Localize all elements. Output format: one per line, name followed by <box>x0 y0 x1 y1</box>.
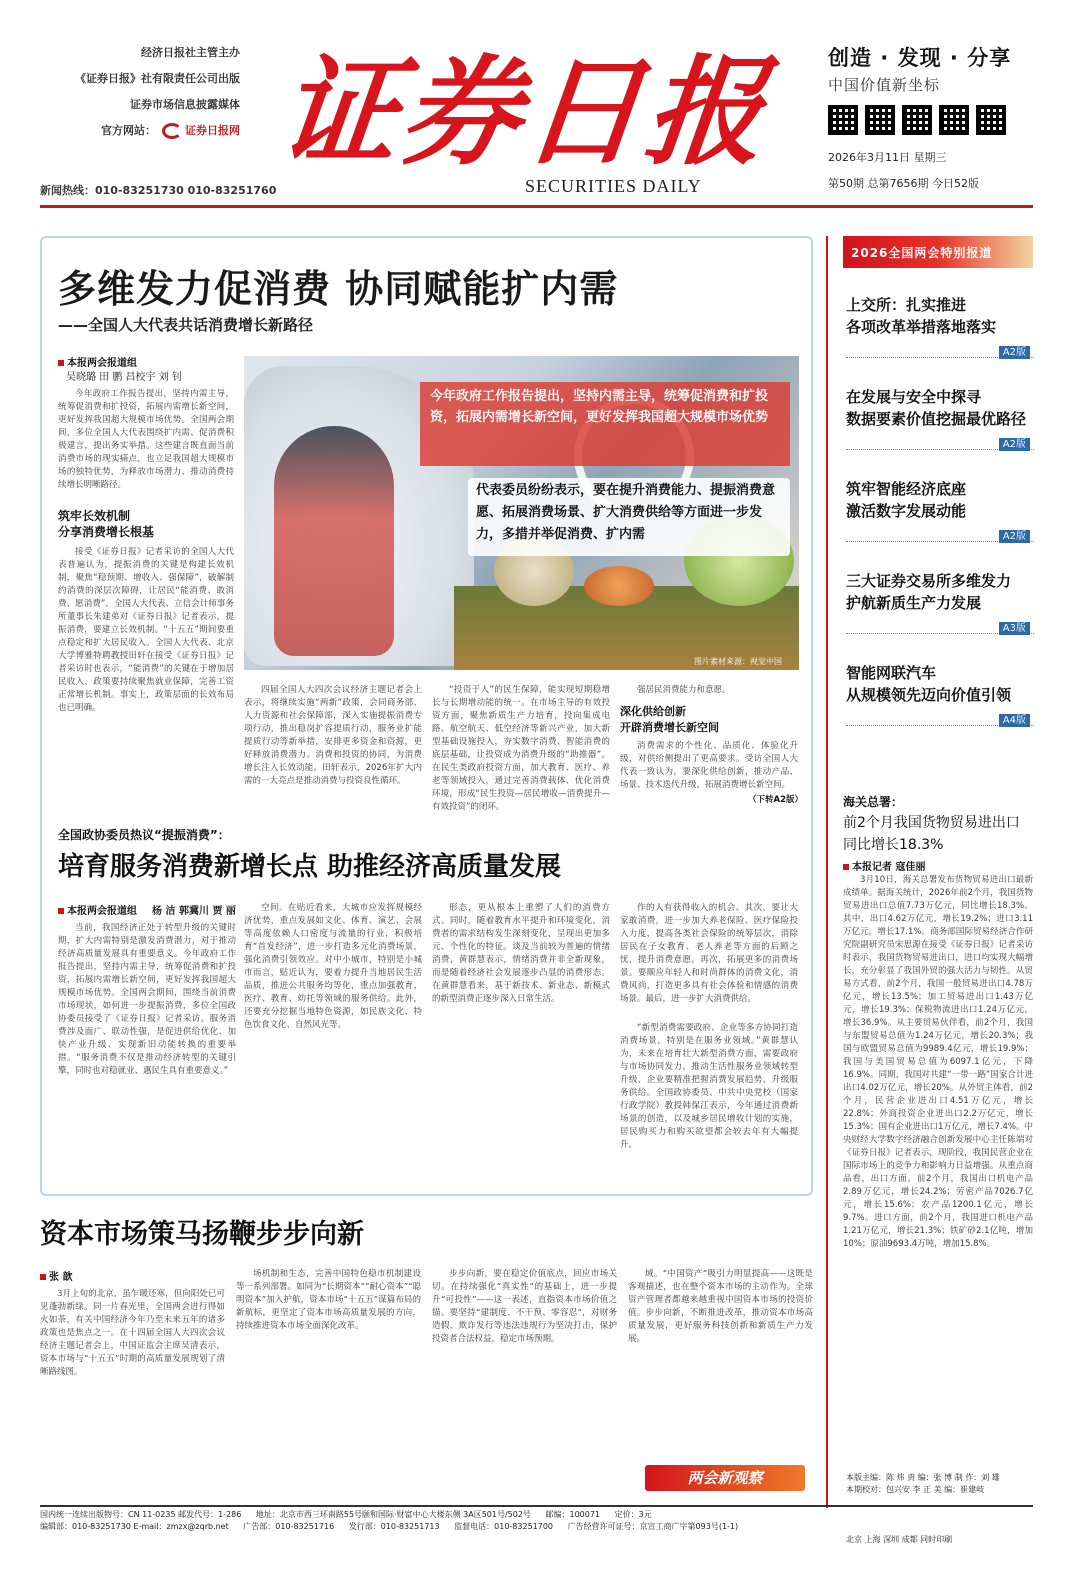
photo-caption-red: 今年政府工作报告提出，坚持内需主导，统筹促消费和扩投资，拓展内需增长新空间，更好发挥我国超大规模市场优势 <box>420 382 790 466</box>
lianghui-observation-banner: 两会新观察 <box>645 1465 805 1491</box>
customs-byline: 本报记者 寇佳丽 <box>843 858 925 873</box>
qr-code-icon[interactable] <box>976 105 1006 135</box>
third-column-1: 3月上旬的北京，虽乍暖还寒，但向阳处已可见蓬勃新绿。同一片春光里，全国两会进行得如火如荼，有关中国经济今年乃至未来五年的诸多政策也是焦点之一。在十四届全国人大四次会议经济主题记者会上，中国证监会主席吴清表示，资本市场与“十五五”时期的高质量发展规划了清晰路线图。 <box>40 1289 225 1377</box>
index-item-rule <box>846 528 1034 542</box>
page-tag[interactable]: A4版 <box>999 714 1030 727</box>
qr-code-icon[interactable] <box>939 105 969 135</box>
issue-date: 2026年3月11日 星期三 <box>828 151 947 164</box>
photo-person-vr <box>274 426 394 656</box>
index-item[interactable] <box>846 570 1034 634</box>
lead-subheading-2: 深化供给创新 开辟消费增长新空间 <box>620 705 719 734</box>
official-site <box>40 118 240 144</box>
masthead-divider <box>40 205 1033 208</box>
third-column-3: 步步向新，要在稳定价值底点，回应市场关切。在持续强化“真实性”的基础上，进一步提升“可投性”——这一表述，直指资本市场价值之锚。要坚持“建制度、不干预、零容忍”，对财务造假、欺诈发行等违法违规行为坚决打击，保护投资者合法权益，稳定市场预期。 <box>432 1269 617 1344</box>
footer-item: 地址：北京市西三环南路55号颐和国际·财富中心大楼东侧 3A区501号/502号 <box>255 1510 531 1519</box>
qr-code-row <box>828 105 1048 135</box>
second-column-4: 作的人有获得收入的机会。其次，要让大家敢消费，进一步加大养老保险、医疗保险投入力度，提高各类社会保险的统筹层次，消除居民在子女教育、老人养老等方面的后顾之忧，提升消费意愿。再次，拓展更多的消费场景。要顺应年轻人和时尚群体的消费文化，消费风尚，打造更多具有社会体验和情感的消费场景。最后，进一步扩大消费供给。 <box>620 903 798 1004</box>
site-logo-icon <box>162 123 182 139</box>
lead-subheading-1: 筑牢长效机制 分享消费增长根基 <box>58 509 155 539</box>
print-cities: 北京 上海 深圳 成都 同时印刷 <box>846 1535 953 1544</box>
lead-column-2: 四届全国人大四次会议经济主题记者会上表示，将继续实施“两新”政策，会同商务部、人力资源和社会保障部，深入实施提振消费专项行动，推出稳岗扩容提质行动，服务业扩能提质行动等新举措，安排更多资金和资源，更好释放消费潜力。消费和投资的协同，为消费增长注入长效动能。田轩表示，2026年扩大内需的一大亮点是推动消费与投资良性循环。 <box>244 685 422 786</box>
lead-headline[interactable]: 多维发力促消费 协同赋能扩内需 <box>58 267 619 311</box>
site-logo[interactable]: 证券日报网 <box>162 118 240 144</box>
photo-credit: 图片素材来源：视觉中国 <box>694 657 782 666</box>
lead-column-4-pre: 强居民消费能力和意愿。 <box>637 685 731 695</box>
lead-column-1: 今年政府工作报告提出，坚持内需主导，统筹促消费和扩投资，拓展内需增长新空间，更好发挥我国超大规模市场优势。全国两会期间，多位全国人大代表围绕扩内需、促消费积极建言，提出务实举措。这些建言既直面当前消费市场的现实痛点，也立足我国超大规模市场的独特优势，为释放市场潜力、推动消费持续增长明晰路径。 <box>58 389 234 490</box>
index-item-rule <box>846 436 1034 450</box>
footer-item: 广告经营许可证号：京宣工商广字第093号(1-1) <box>567 1522 739 1531</box>
qr-code-icon[interactable] <box>828 105 858 135</box>
index-item-title[interactable]: 在发展与安全中探寻 数据要素价值挖掘最优路径 <box>846 388 1027 428</box>
footer-item: 监督电话：010-83251700 <box>454 1522 554 1531</box>
index-item-title[interactable]: 三大证券交易所多维发力 护航新质生产力发展 <box>846 572 1012 612</box>
newspaper-logo-english: SECURITIES DAILY <box>525 176 702 196</box>
second-reporters: 杨 洁 郭冀川 贾 丽 <box>152 906 236 917</box>
second-column-1: 当前，我国经济正处于转型升级的关键时期，扩大内需特别是激发消费潜力，对于推动经济高质量发展具有重要意义。今年政府工作报告提出，坚持内需主导，统筹促消费和扩投资，拓展内需增长新空间，更好发挥我国超大规模市场优势。全国两会期间，围绕当前消费市场现状，如何进一步提振消费，多位全国政协委员接受了《证券日报》记者采访。服务消费涉及面广、联动性强，是促进供给优化、加快产业升级、实现新旧动能转换的重要举措。“服务消费不仅是推动经济转型的关键引擎，同时也对稳就业、惠民生具有重要意义。” <box>58 923 236 1076</box>
second-column-5: “新型消费需要政府、企业等多方协同打造消费场景，特别是在服务业领域。”黄群慧认为，未来在培育壮大新型消费方面，需要政府与市场协同发力，推动生活性服务业领域转型升级，企业要精准把握消费发展趋势，升级服务供给。全国政协委员、中共中央党校（国家行政学院）教授韩保江表示，今年通过消费新场景的创造，以及城乡居民增收计划的实施，居民购买力和购买欲望都会较去年有大幅提升。 <box>620 1023 798 1150</box>
customs-article: 3月10日，海关总署发布货物贸易进出口最新成绩单。据海关统计，2026年前2个月，我国货物贸易进出口总值7.73万亿元，同比增长18.3%。其中，出口4.62万亿元，增长19.2%；进口3.11万亿元，增长17.1%。商务部国际贸易经济合作研究院副研究员宋思源在接受《证券日报》记者采访时表示，我国货物贸易进出口，进口均实现大幅增长，充分彰显了我国外贸的强大活力与韧性。从贸易方式看，前2个月，我国一般贸易进出口4.78万亿元，增长13.5%；加工贸易进出口1.43万亿元，增长19.3%；保税物流进出口1.24万亿元，增长36.9%。从主要贸易伙伴看，前2个月，我国与东盟贸易总值为1.24万亿元，增长20.3%；我国与欧盟贸易总值为9989.4亿元，增长19.9%；我国与美国贸易总值为6097.1亿元，下降16.9%。同期，我国对共建“一带一路”国家合计进出口4.02万亿元，增长20%。从外贸主体看，前2个月，民营企业进出口4.51万亿元，增长22.8%；外商投资企业进出口2.2万亿元，增长15.3%；国有企业进出口1万亿元，增长7.4%。中央财经大学数字经济融合创新发展中心主任陈端对《证券日报》记者表示，现阶段，我国民营企业在国际市场上的竞争力和影响力日益增强。从重点商品看，出口方面，前2个月，我国出口机电产品2.89万亿元，增长24.2%；劳密产品7026.7亿元，增长15.6%；农产品1200.1亿元，增长9.7%。进口方面，前2个月，我国进口机电产品1.21万亿元，增长21.3%；铁矿砂2.1亿吨，增加10%；原油9693.4万吨，增加15.8%。 <box>843 875 1033 1249</box>
third-column-4: 域。“中国资产”吸引力明显提高——这既是客观描述，也在整个资本市场的主动作为。全球资产管理者都越来越重视中国资本市场的投资价值。步步向新，不断推进改革，推动资本市场高质量发展，更好服务科技创新和新质生产力发展。 <box>628 1269 813 1344</box>
lead-subhead: ——全国人大代表共话消费增长新路径 <box>58 316 314 334</box>
second-headline[interactable]: 培育服务消费新增长点 助推经济高质量发展 <box>58 852 562 882</box>
lead-byline: 本报两会报道组 <box>58 354 137 369</box>
index-item[interactable] <box>846 478 1034 542</box>
site-label: 官方网站： <box>101 124 156 137</box>
index-item[interactable] <box>846 662 1034 726</box>
page-tag[interactable]: A2版 <box>999 346 1030 359</box>
right-column-divider <box>826 236 828 1508</box>
third-column-2: 场机制和生态，完善中国特色稳市机制建设等一系列部署。如同为“长期资本”“耐心资本”“聪明资本”加入护航，资本市场“十五五”谋篇布局的新航标，更坚定了资本市场高质量发展的方向，持续推进资本市场全面深化改革。 <box>236 1269 421 1331</box>
index-item-rule <box>846 344 1034 358</box>
index-item-rule <box>846 620 1034 634</box>
footer-item: 国内统一连续出版物号：CN 11-0235 邮发代号：1-286 <box>40 1510 242 1519</box>
footer-item: 定价：3元 <box>614 1510 652 1519</box>
lead-column-1b: 接受《证券日报》记者采访的全国人大代表普遍认为，提振消费的关键是构建长效机制，聚焦“稳预期、增收入、强保障”，破解制约消费的深层次障碍，让居民“能消费、敢消费、愿消费”。全国人大代表、立信会计师事务所董事长朱建弟对《证券日报》记者表示，提振消费，要建立长效机制。“十五五”期间要重点稳定和扩大居民收入。全国人大代表、北京大学博雅特聘教授田轩在接受《证券日报》记者采访时也表示，“能消费”的关键在于增加居民收入，政策要持续聚焦就业保障，完善工资正常增长机制。事实上，政策层面的长效布局也已明确。 <box>58 547 234 713</box>
publisher-line: 经济日报社主管主办 <box>141 46 240 59</box>
qr-code-icon[interactable] <box>865 105 895 135</box>
special-report-banner: 2026全国两会特别报道 <box>843 236 1033 268</box>
customs-kicker: 海关总署： <box>843 795 904 809</box>
page-tag[interactable]: A2版 <box>999 530 1030 543</box>
publisher-line: 证券市场信息披露媒体 <box>130 98 240 111</box>
masthead-right <box>828 42 1048 191</box>
qr-code-icon[interactable] <box>902 105 932 135</box>
second-byline: 本报两会报道组 <box>58 902 137 917</box>
page-tag[interactable]: A2版 <box>999 438 1030 451</box>
index-item[interactable] <box>846 294 1034 358</box>
footer <box>40 1505 1033 1531</box>
index-item[interactable] <box>846 386 1034 450</box>
index-item-title[interactable]: 筑牢智能经济底座 激活数字发展动能 <box>846 480 967 520</box>
slogan-sub: 中国价值新坐标 <box>828 76 941 94</box>
issue-number: 第50期 总第7656期 今日52版 <box>828 177 979 190</box>
page-tag[interactable]: A3版 <box>999 622 1030 635</box>
continued-marker[interactable]: （下转A2版） <box>748 795 803 805</box>
customs-headline[interactable]: 前2个月我国货物贸易进出口 同比增长18.3% <box>843 815 1020 853</box>
news-hotline: 新闻热线：010-83251730 010-83251760 <box>40 184 277 197</box>
footer-item: 发行部：010-83251713 <box>348 1522 440 1531</box>
second-column-2: 空间。在贴近看来，大城市应发挥规模经济优势，重点发展如文化、体育、演艺、会展等高度依赖人口密度与流量的行业，积极培育“首发经济”，进一步打造多元化消费场景，强化消费引领效应。对中小城市，特别是小城市而言，贴近认为，要着力提升当地居民生活品质，推进公共服务均等化，重点加强教育、医疗、教育、幼托等领域的服务供给。此外，还要充分挖掘当地特色资源，如民族文化、特色饮食文化、自然风光等。 <box>244 903 422 1030</box>
second-kicker: 全国政协委员热议“提振消费”： <box>58 828 230 842</box>
footer-item: 广告部：010-83251716 <box>243 1522 335 1531</box>
second-column-3: 形态，更从根本上重塑了人们的消费方式。同时，随着教育水平提升和环境变化，消费者的需求结构发生深刻变化，呈现出更加多元、个性化的特征。谈及当前较为普遍的情绪消费，黄群慧表示，情绪消费并非全新现象，而是随着经济社会发展逐步凸显的消费形态。在黄群慧看来，基于新技术、新业态、新模式的新型消费正逐步深入日常生活。 <box>432 903 610 1004</box>
photo-caption-white: 代表委员纷纷表示，要在提升消费能力、提振消费意愿、拓展消费场景、扩大消费供给等方面进一步发力，多措并举促消费、扩内需 <box>468 478 790 556</box>
newspaper-logo: 证券日报 <box>272 42 776 181</box>
lead-reporters: 吴晓璐 田 鹏 昌校宇 刘 钊 <box>66 372 182 383</box>
publisher-line: 《证券日报》社有限责任公司出版 <box>75 72 240 85</box>
footer-item: 编辑部：010-83251730 E-mail：zmzx@zqrb.net <box>40 1522 229 1531</box>
photo-vegetables <box>584 566 654 606</box>
lead-column-4: 消费需求的个性化、品质化、体验化升级，对供给侧提出了更高要求。受访全国人大代表一致认为，要深化供给创新，推动产品、场景、技术迭代升级，拓展消费增长新空间。 <box>620 741 798 790</box>
slogan: 创造 · 发现 · 分享 <box>828 46 1012 70</box>
editors-credit: 本版主编：陈 炜 责 编：张 博 制 作：刘 雄 本期校对：包兴安 李 正 美 编：崔建岐 <box>846 1473 1000 1494</box>
masthead <box>0 0 1080 215</box>
index-item-title[interactable]: 智能网联汽车 从规模领先迈向价值引领 <box>846 664 1012 704</box>
index-item-rule <box>846 712 1034 726</box>
lead-column-3: “投资于人”的民生保障，能实现短期稳增长与长期增动能的统一。在市场主导的有效投资方面，聚焦新质生产力培育，投向集成电路、航空航天、低空经济等新兴产业，加大新型基础设施投入，夯实数字消费、智能消费的底层基础，让投资成为消费升级的“助推器”。在民生类政府投资方面，加大教育、医疗、养老等领域投入，通过完善消费载体、优化消费环境，形成“民生投资—居民增收—消费提升—有效投资”的闭环。 <box>432 685 610 812</box>
footer-item: 邮编：100071 <box>545 1510 601 1519</box>
third-byline: 张 歆 <box>40 1268 72 1283</box>
third-headline[interactable]: 资本市场策马扬鞭步步向新 <box>40 1219 364 1250</box>
masthead-publisher-info <box>40 40 240 144</box>
index-item-title[interactable]: 上交所：扎实推进 各项改革举措落地落实 <box>846 296 997 336</box>
